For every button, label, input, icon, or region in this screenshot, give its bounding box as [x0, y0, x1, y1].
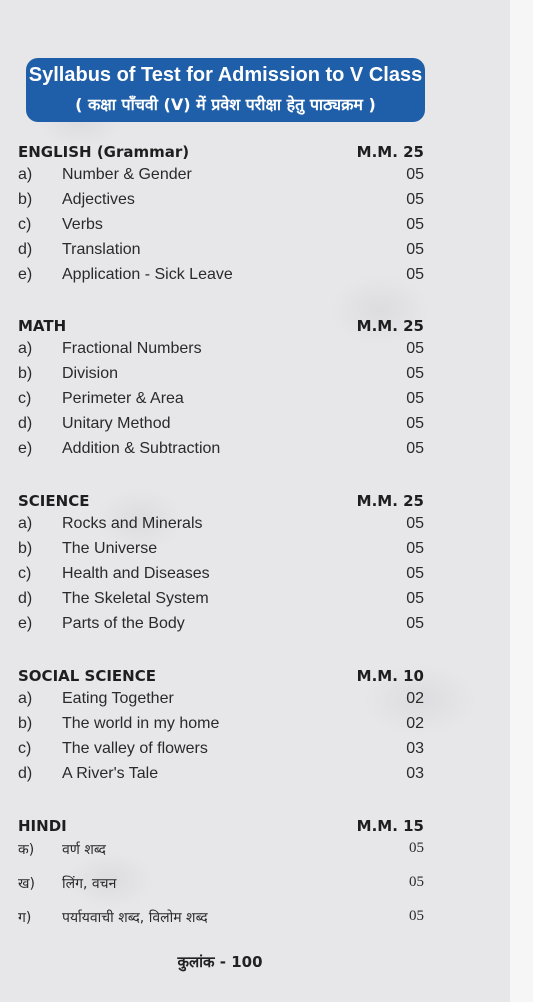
section-title: HINDI — [18, 817, 67, 835]
section-hindi — [18, 815, 424, 941]
list-item: a) Number & Gender 05 — [18, 166, 424, 183]
section-header — [18, 141, 424, 165]
max-marks: M.M. 25 — [356, 143, 424, 161]
section-title: SCIENCE — [18, 492, 90, 510]
section-header — [18, 815, 424, 839]
section-science — [18, 490, 424, 639]
list-item: c) Perimeter & Area 05 — [18, 390, 424, 407]
page-subtitle: ( कक्षा पाँचवी (V) में प्रवेश परीक्षा हेतु पाठ्यक्रम ) — [75, 95, 376, 114]
section-english — [18, 141, 424, 290]
section-social-science — [18, 665, 424, 789]
list-item: d) A River's Tale 03 — [18, 765, 424, 782]
section-title: MATH — [18, 317, 67, 335]
section-header — [18, 315, 424, 339]
section-title: ENGLISH (Grammar) — [18, 143, 190, 161]
section-title: SOCIAL SCIENCE — [18, 667, 156, 685]
list-item: क) वर्ण शब्द 05 — [18, 840, 424, 858]
list-item: c) Health and Diseases 05 — [18, 565, 424, 582]
total-marks: कुलांक - 100 — [177, 953, 263, 971]
list-item: b) The world in my home 02 — [18, 715, 424, 732]
list-item: a) Fractional Numbers 05 — [18, 340, 424, 357]
section-header — [18, 665, 424, 689]
list-item: c) The valley of flowers 03 — [18, 740, 424, 757]
page-title: Syllabus of Test for Admission to V Class — [28, 64, 423, 86]
page-edge — [510, 0, 533, 1002]
max-marks: M.M. 15 — [356, 817, 424, 835]
list-item: a) Eating Together 02 — [18, 690, 424, 707]
max-marks: M.M. 10 — [356, 667, 424, 685]
list-item: d) Unitary Method 05 — [18, 415, 424, 432]
list-item: e) Parts of the Body 05 — [18, 615, 424, 632]
list-item: b) Division 05 — [18, 365, 424, 382]
list-item: e) Application - Sick Leave 05 — [18, 266, 424, 283]
list-item: a) Rocks and Minerals 05 — [18, 515, 424, 532]
list-item: d) Translation 05 — [18, 241, 424, 258]
list-item: c) Verbs 05 — [18, 216, 424, 233]
max-marks: M.M. 25 — [356, 492, 424, 510]
list-item: e) Addition & Subtraction 05 — [18, 440, 424, 457]
title-banner — [26, 58, 425, 122]
list-item: b) Adjectives 05 — [18, 191, 424, 208]
list-item: d) The Skeletal System 05 — [18, 590, 424, 607]
list-item: b) The Universe 05 — [18, 540, 424, 557]
list-item: ख) लिंग, वचन 05 — [18, 874, 424, 892]
section-header — [18, 490, 424, 514]
list-item: ग) पर्यायवाची शब्द, विलोम शब्द 05 — [18, 908, 424, 926]
section-math — [18, 315, 424, 464]
max-marks: M.M. 25 — [356, 317, 424, 335]
